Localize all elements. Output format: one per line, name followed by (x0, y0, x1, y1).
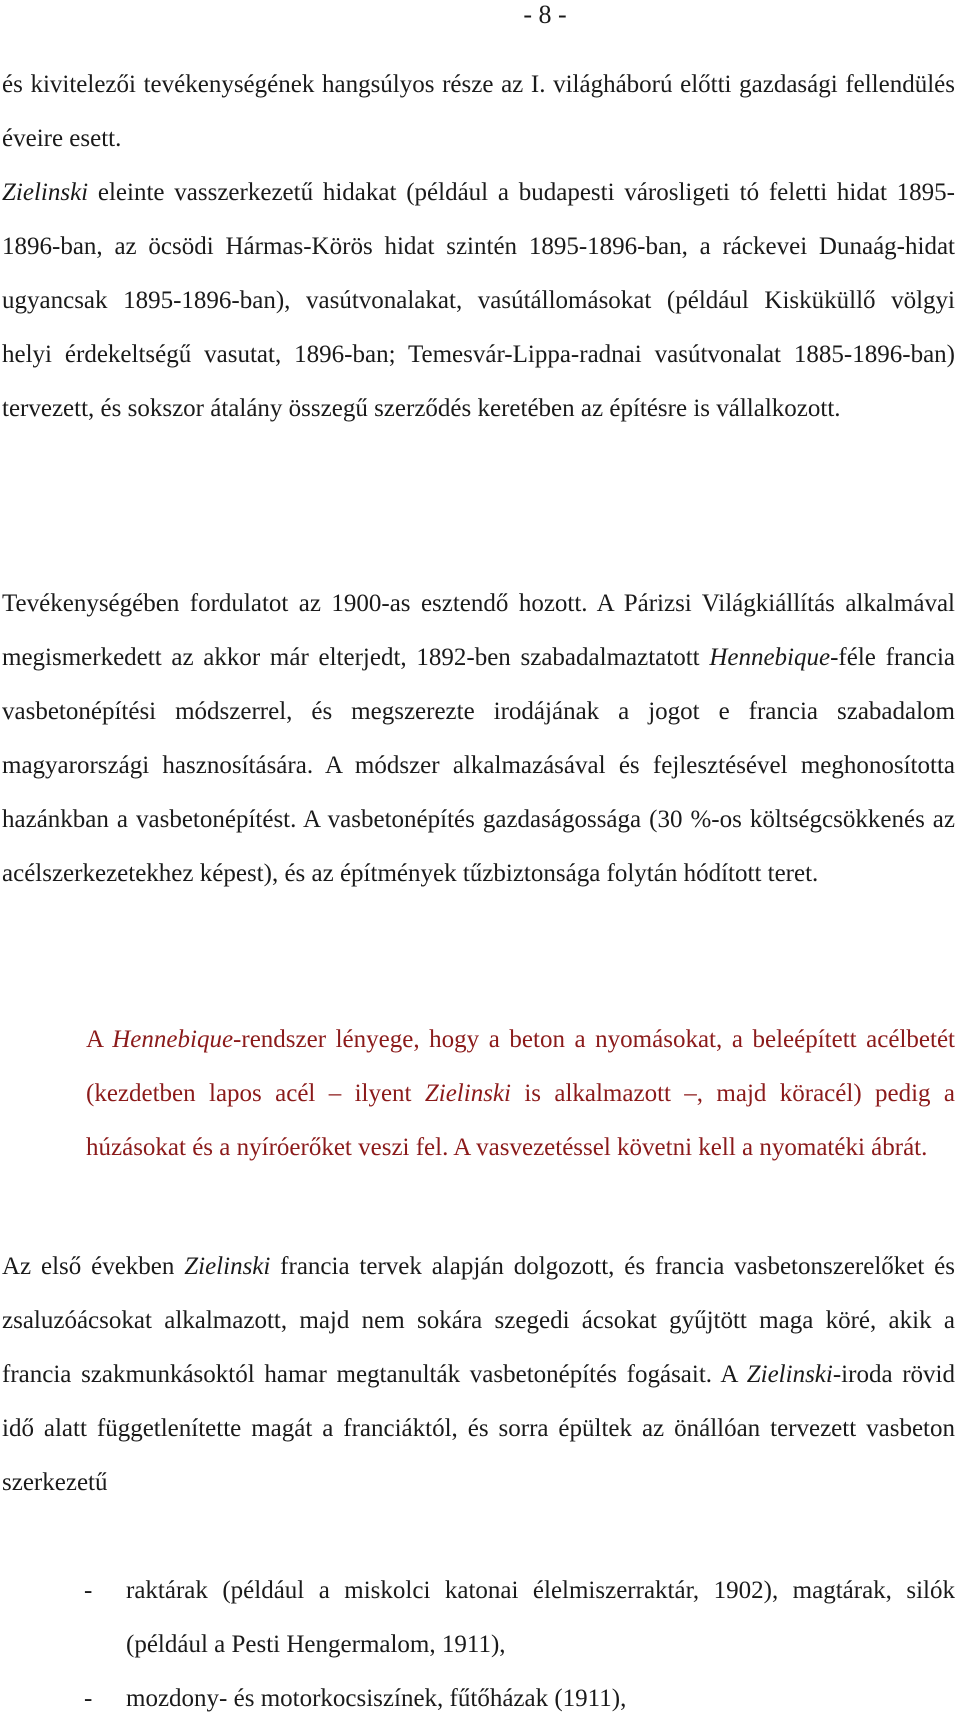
list-item (0, 1564, 955, 1672)
quote-text (86, 1013, 955, 1175)
paragraph-1-text: és kivitelezői tevékenységének hangsúlyos része az I. világháború előtti gazdasági fellendülés éveire esett. (2, 71, 955, 152)
list-item (0, 1672, 955, 1726)
paragraph-4 (2, 1240, 955, 1510)
list-dash: - (84, 1685, 93, 1712)
paragraph-2-text (2, 166, 955, 436)
paragraph-4-text (2, 1240, 955, 1510)
paragraph-2-body: eleinte vasszerkezetű hidakat (például a budapesti városligeti tó feletti hidat 1895-1896-ban, az öcsödi Hármas-Körös hidat szintén 1895-1896-ban, a ráckevei Dunaág-hidat ugyancsak 1895-1896-ban), vasútvonalakat, vasútállomásokat (például Kisküküllő völgyi helyi érdekeltségű vasutat, 1896-ban; Temesvár-Lippa-radnai vasútvonalat 1885-1896-ban) tervezett, és sokszor átalány összegű szerződés keretében az építésre is vállalkozott. (2, 179, 955, 422)
paragraph-4-part3: -iroda rövid idő alatt függetlenítette magát a franciáktól, és sorra épültek az önállóan tervezett vasbeton szerkezetű (2, 1361, 956, 1496)
paragraph-2 (2, 166, 955, 436)
list-item-text: raktárak (például a miskolci katonai élelmiszerraktár, 1902), magtárak, silók (például a Pesti Hengermalom, 1911), (126, 1577, 955, 1658)
paragraph-3-text (2, 577, 955, 901)
list-dash: - (84, 1577, 93, 1604)
paragraph-4-name2: Zielinski (746, 1361, 833, 1388)
bullet-list (0, 1564, 955, 1726)
paragraph-3 (2, 577, 955, 901)
list-item-text: mozdony- és motorkocsiszínek, fűtőházak (1911), (126, 1685, 627, 1712)
system-name-hennebique: Hennebique (709, 644, 831, 671)
highlighted-quote (86, 1013, 955, 1175)
paragraph-1 (2, 58, 955, 166)
paragraph-3-part1: Tevékenységében fordulatot az 1900-as esztendő hozott. A Párizsi Világkiállítás alkalmával megismerkedett az akkor már elterjedt, 1892-ben szabadalmaztatott (2, 590, 955, 671)
quote-part3: is alkalmazott –, majd köracél) pedig a húzásokat és a nyíróerőket veszi fel. A vasvezetéssel követni kell a nyomatéki ábrát. (86, 1080, 955, 1161)
quote-part1: A (86, 1026, 113, 1053)
paragraph-3-part2: -féle francia vasbetonépítési módszerrel, és megszerezte irodájának a jogot e francia szabadalom magyarországi hasznosítására. A módszer alkalmazásával és fejlesztésével meghonosította hazánkban a vasbetonépítést. A vasbetonépítés gazdaságossága (30 %-os költségcsökkenés az acélszerkezetekhez képest), és az építmények tűzbiztonsága folytán hódított teret. (2, 644, 955, 887)
paragraph-4-name1: Zielinski (184, 1253, 271, 1280)
quote-name-zielinski: Zielinski (424, 1080, 511, 1107)
person-name-zielinski: Zielinski (2, 179, 89, 206)
quote-name-hennebique: Hennebique (112, 1026, 234, 1053)
quote-part2: -rendszer lényege, hogy a beton a nyomásokat, a beleépített acélbetét (kezdetben lapos acél – ilyent (86, 1026, 955, 1107)
paragraph-4-part2: francia tervek alapján dolgozott, és francia vasbetonszerelőket és zsaluzóácsokat alkalmazott, majd nem sokára szegedi ácsokat gyűjtött maga köré, akik a francia szakmunkásoktól hamar megtanulták vasbetonépítés fogásait. A (2, 1253, 955, 1388)
page-number: - 8 - (523, 0, 567, 29)
paragraph-4-part1: Az első években (2, 1253, 185, 1280)
